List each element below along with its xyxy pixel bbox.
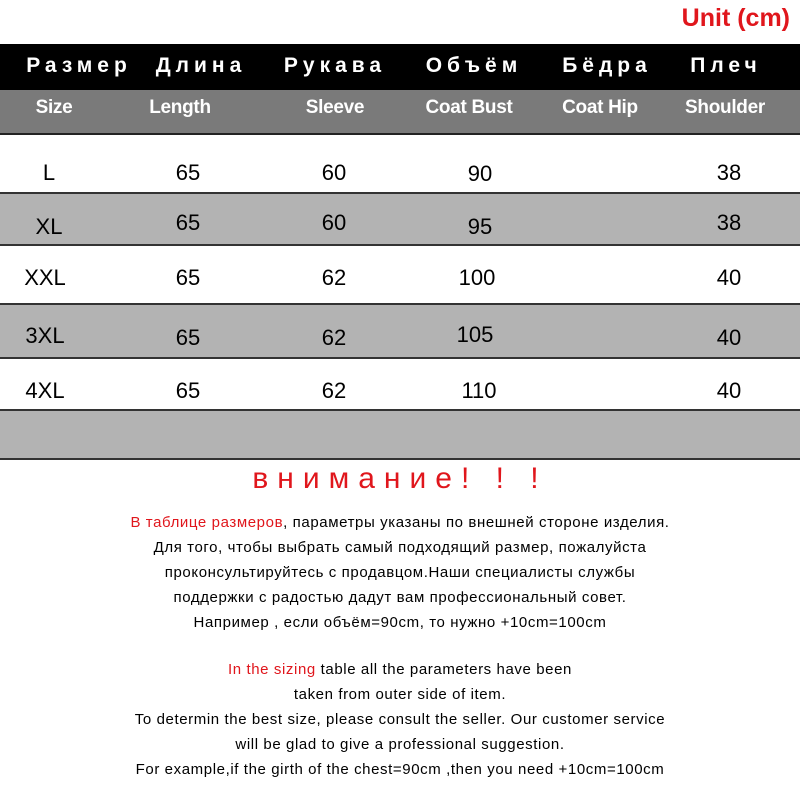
cell-shoulder: 38	[716, 210, 742, 235]
table-empty-row	[0, 409, 800, 460]
cell-size: XXL	[24, 265, 66, 290]
en-note-line-2: taken from outer side of item.	[293, 686, 507, 703]
en-note-line-1-rest: table all the parameters have been	[315, 661, 572, 678]
ru-note-line-1-rest: , параметры указаны по внешней стороне изделия.	[283, 514, 670, 531]
table-row	[0, 303, 800, 359]
header-en-size: Size	[35, 97, 73, 118]
header-ru-bust: Объём	[425, 54, 523, 77]
table-row	[0, 359, 800, 409]
cell-length: 65	[175, 378, 201, 403]
cell-sleeve: 60	[321, 210, 347, 235]
header-en-hip: Coat Hip	[562, 97, 638, 118]
english-note	[0, 657, 800, 782]
en-note-highlight: In the sizing	[227, 661, 316, 678]
en-note-line-5: For example,if the girth of the chest=90cm ,then you need +10cm=100cm	[135, 761, 665, 778]
table-row	[0, 135, 800, 192]
header-ru-shoulder: Плеч	[690, 54, 762, 77]
cell-shoulder: 40	[716, 325, 742, 350]
cell-length: 65	[175, 210, 201, 235]
ru-note-highlight: В таблице размеров	[130, 514, 284, 531]
table-row	[0, 192, 800, 246]
ru-note-line-3: проконсультируйтесь с продавцом.Наши специалисты службы	[164, 564, 636, 581]
cell-size: L	[42, 160, 56, 185]
cell-shoulder: 40	[716, 378, 742, 403]
russian-note	[0, 510, 800, 635]
ru-note-line-2: Для того, чтобы выбрать самый подходящий размер, пожалуйста	[153, 539, 647, 556]
cell-sleeve: 62	[321, 378, 347, 403]
cell-length: 65	[175, 265, 201, 290]
header-en-length: Length	[149, 97, 211, 118]
en-note-line-1	[0, 657, 800, 682]
en-note-line-3: To determin the best size, please consult the seller. Our customer service	[134, 711, 666, 728]
cell-size: 3XL	[25, 323, 65, 348]
ru-note-line-5: Например , если объём=90cm, то нужно +10cm=100cm	[193, 614, 607, 631]
cell-length: 65	[175, 160, 201, 185]
cell-size: XL	[35, 214, 63, 239]
cell-length: 65	[175, 325, 201, 350]
header-en-shoulder: Shoulder	[685, 97, 765, 118]
attention-title: внимание! ! !	[252, 462, 548, 495]
ru-note-line-1	[0, 510, 800, 535]
unit-label: Unit (cm)	[681, 4, 790, 32]
header-en-bust: Coat Bust	[425, 97, 513, 118]
cell-sleeve: 62	[321, 325, 347, 350]
ru-note-line-4: поддержки с радостью дадут вам профессиональный совет.	[173, 589, 627, 606]
header-ru-sleeve: Рукава	[283, 54, 387, 77]
cell-size: 4XL	[25, 378, 65, 403]
cell-shoulder: 38	[716, 160, 742, 185]
header-en-sleeve: Sleeve	[305, 97, 365, 118]
header-ru-hip: Бёдра	[562, 54, 652, 77]
en-note-line-4: will be glad to give a professional suggestion.	[235, 736, 565, 753]
cell-sleeve: 62	[321, 265, 347, 290]
cell-bust: 95	[467, 214, 493, 239]
table-row	[0, 246, 800, 303]
cell-bust: 110	[461, 378, 497, 403]
cell-bust: 90	[467, 161, 493, 186]
cell-shoulder: 40	[716, 265, 742, 290]
header-ru-length: Длина	[155, 54, 247, 77]
header-ru-size: Размер	[26, 54, 132, 77]
cell-bust: 105	[456, 322, 494, 347]
cell-bust: 100	[458, 265, 496, 290]
cell-sleeve: 60	[321, 160, 347, 185]
